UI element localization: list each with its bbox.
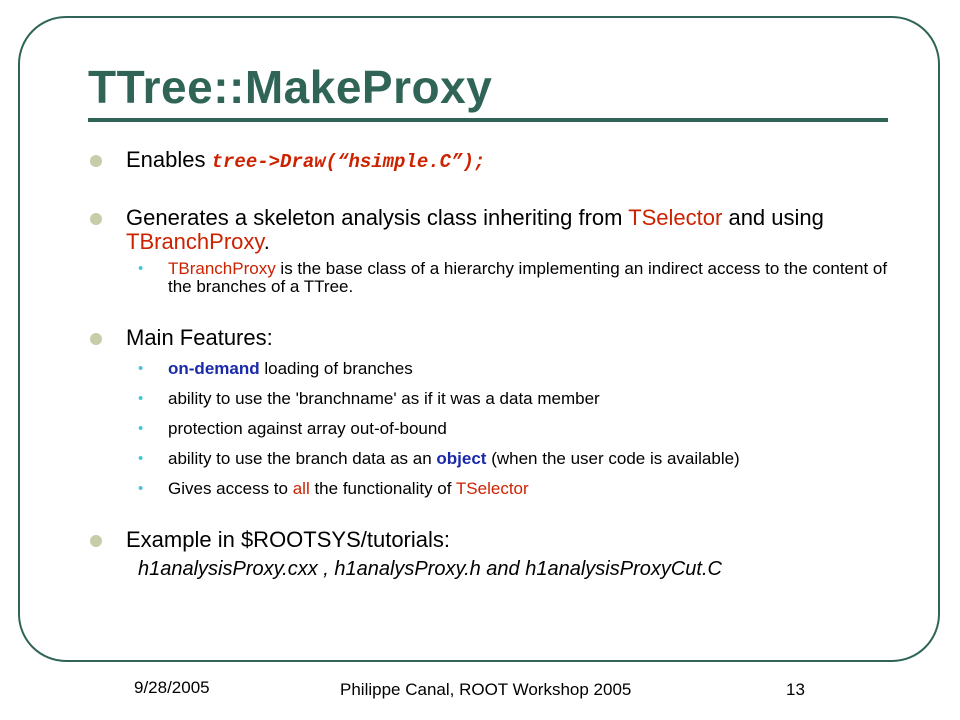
feature-protection bbox=[90, 420, 910, 438]
sub-bullet-text: ability to use the 'branchname' as if it was a data member bbox=[168, 389, 600, 408]
sub-bullet-dot: • bbox=[138, 480, 144, 497]
bullet-dot bbox=[90, 333, 102, 345]
slide-title: TTree::MakeProxy bbox=[88, 61, 493, 113]
bullet-text: Generates a skeleton analysis class inheriting from bbox=[126, 205, 629, 230]
bullet-text: . bbox=[263, 229, 270, 254]
tbranchproxy-term: TBranchProxy bbox=[168, 259, 276, 278]
sub-bullet-dot: • bbox=[138, 450, 144, 467]
example-files: h1analysisProxy.cxx , h1analysProxy.h and h1analysisProxyCut.C bbox=[138, 558, 722, 580]
slide-content bbox=[90, 140, 910, 580]
bullet-text: Main Features: bbox=[126, 325, 273, 350]
sub-bullet-text: ability to use the branch data as an bbox=[168, 449, 437, 468]
bullet-text: and using bbox=[722, 205, 824, 230]
sub-bullet-text: loading of branches bbox=[259, 359, 413, 378]
bullet-generates bbox=[90, 206, 910, 254]
sub-bullet-text: Gives access to bbox=[168, 479, 293, 498]
tbranchproxy-term: TBranchProxy bbox=[126, 229, 264, 254]
sub-bullet-dot: • bbox=[138, 360, 144, 377]
sub-bullet-dot: • bbox=[138, 260, 144, 277]
bullet-dot bbox=[90, 535, 102, 547]
sub-bullet-text: protection against array out-of-bound bbox=[168, 419, 447, 438]
footer-author: Philippe Canal, ROOT Workshop 2005 bbox=[340, 680, 632, 699]
on-demand-term: on-demand bbox=[168, 359, 260, 378]
bullet-text: Enables bbox=[126, 147, 212, 172]
bullet-text: Example in $ROOTSYS/tutorials: bbox=[126, 527, 451, 552]
footer-page-number: 13 bbox=[786, 680, 805, 699]
object-term: object bbox=[436, 449, 487, 468]
code-snippet: tree->Draw(“hsimple.C”); bbox=[211, 151, 486, 173]
footer-date: 9/28/2005 bbox=[134, 678, 210, 697]
title-underline bbox=[88, 118, 888, 122]
all-term: all bbox=[292, 479, 310, 498]
feature-object bbox=[90, 450, 910, 468]
sub-bullet-text: is the base class of a hierarchy implementing an indirect access to the content of the branches of a TTree. bbox=[168, 259, 888, 296]
sub-bullet-text: (when the user code is available) bbox=[486, 449, 740, 468]
feature-on-demand bbox=[90, 360, 910, 378]
sub-bullet-dot: • bbox=[138, 420, 144, 437]
bullet-dot bbox=[90, 213, 102, 225]
sub-bullet-tbranchproxy bbox=[90, 260, 910, 296]
bullet-example bbox=[90, 528, 910, 552]
bullet-main-features bbox=[90, 326, 910, 350]
feature-access bbox=[90, 480, 910, 498]
tselector-term: TSelector bbox=[628, 205, 723, 230]
bullet-dot bbox=[90, 155, 102, 167]
bullet-enables bbox=[90, 148, 910, 174]
sub-bullet-dot: • bbox=[138, 390, 144, 407]
sub-bullet-text: the functionality of bbox=[309, 479, 456, 498]
feature-branchname bbox=[90, 390, 910, 408]
tselector-term: TSelector bbox=[455, 479, 529, 498]
